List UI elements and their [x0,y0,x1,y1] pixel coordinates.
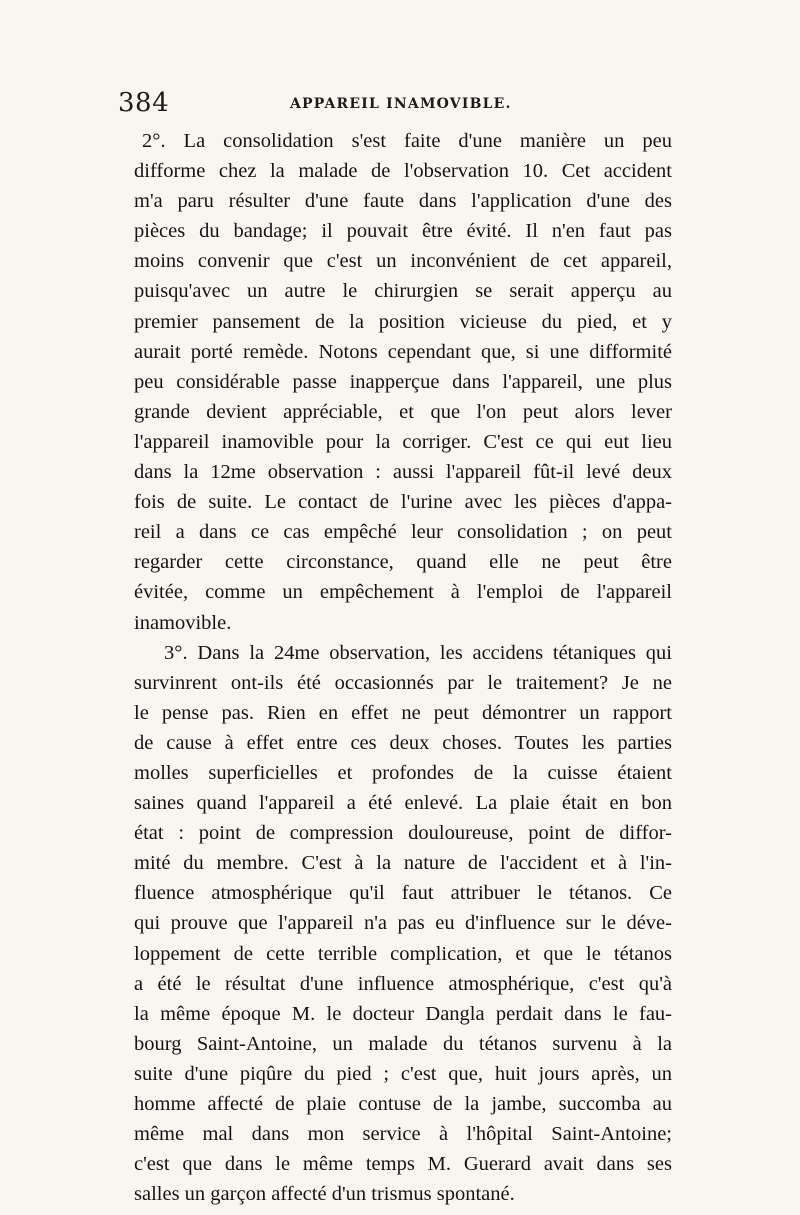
text-line: 2°. La consolidation s'est faite d'une manière un peu [142,130,672,152]
text-line: puisqu'avec un autre le chirurgien se serait apperçu au [134,280,672,303]
text-line: saines quand l'appareil a été enlevé. La plaie était en bon [134,792,672,815]
text-line: survinrent ont-ils été occasionnés par le traitement? Je ne [134,671,672,694]
text-line: m'a paru résulter d'une faute dans l'application d'une des [134,190,672,213]
text-line: la même époque M. le docteur Dangla perdait dans le fau- [134,1002,672,1025]
body-text [134,126,672,1209]
text-line: le pense pas. Rien en effet ne peut démontrer un rapport [134,701,672,724]
text-line: regarder cette circonstance, quand elle ne peut être [134,551,672,574]
text-line: fluence atmosphérique qu'il faut attribuer le tétanos. Ce [134,882,672,905]
text-line: bourg Saint-Antoine, un malade du tétanos survenu à la [134,1032,672,1055]
text-line: molles superficielles et profondes de la cuisse étaient [134,761,672,784]
text-line: pièces du bandage; il pouvait être évité. Il n'en faut pas [134,220,672,243]
text-line: mité du membre. C'est à la nature de l'accident et à l'in- [134,852,672,875]
text-line: homme affecté de plaie contuse de la jambe, succomba au [134,1093,672,1115]
page-number: 384 [118,88,170,118]
text-line: 3°. Dans la 24me observation, les accidens tétaniques qui [164,641,672,664]
running-head: APPAREIL INAMOVIBLE. [290,96,512,112]
text-line: c'est que dans le même temps M. Guerard avait dans ses [134,1153,672,1176]
text-line: premier pansement de la position vicieuse du pied, et y [134,310,672,333]
text-line: aurait porté remède. Notons cependant que, si une difformité [134,340,672,363]
text-line: qui prouve que l'appareil n'a pas eu d'influence sur le déve- [134,912,672,935]
text-line: de cause à effet entre ces deux choses. Toutes les parties [134,731,672,754]
text-line: a été le résultat d'une influence atmosphérique, c'est qu'à [134,972,672,995]
text-line: l'appareil inamovible pour la corriger. C'est ce qui eut lieu [134,430,672,453]
text-line: salles un garçon affecté d'un trismus spontané. [134,1183,515,1206]
text-line: inamovible. [134,611,232,634]
text-line: peu considérable passe inapperçue dans l'appareil, une plus [134,370,672,393]
text-line: dans la 12me observation : aussi l'appareil fût-il levé deux [134,461,672,484]
text-line: reil a dans ce cas empêché leur consolidation ; on peut [134,521,672,544]
text-line: même mal dans mon service à l'hôpital Saint-Antoine; [134,1123,672,1146]
text-line: suite d'une piqûre du pied ; c'est que, huit jours après, un [134,1062,672,1085]
text-line: évitée, comme un empêchement à l'emploi de l'appareil [134,581,672,604]
text-line: difforme chez la malade de l'observation 10. Cet accident [134,160,672,183]
page-header [118,88,678,122]
text-line: moins convenir que c'est un inconvénient de cet appareil, [134,250,672,273]
text-line: loppement de cette terrible complication, et que le tétanos [134,942,672,965]
text-line: grande devient appréciable, et que l'on peut alors lever [134,400,672,423]
text-line: fois de suite. Le contact de l'urine avec les pièces d'appa- [134,491,672,514]
text-line: état : point de compression douloureuse, point de diffor- [134,822,672,845]
